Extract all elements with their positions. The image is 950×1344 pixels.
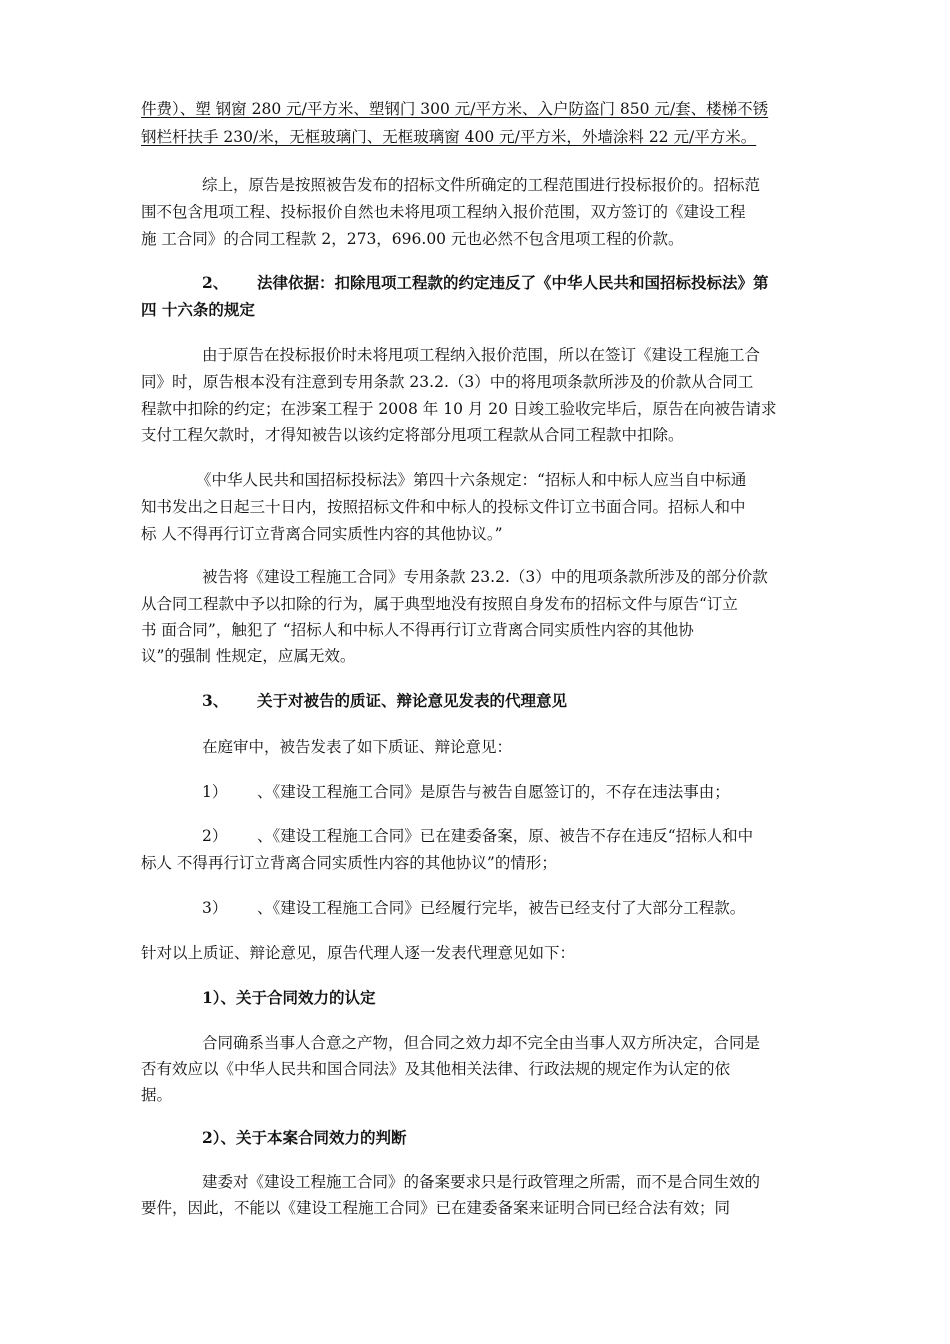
subsection-heading: 2）、关于本案合同效力的判断	[202, 1128, 407, 1147]
section-number: 2、	[202, 273, 229, 292]
paragraph-line: 综上，原告是按照被告发布的招标文件所确定的工程范围进行投标报价的。招标范	[202, 176, 761, 194]
list-item	[141, 825, 892, 847]
list-item-text: 、《建设工程施工合同》是原告与被告自愿签订的，不存在违法事由；	[257, 783, 730, 801]
paragraph-line: 议”的强制 性规定，应属无效。	[141, 647, 356, 665]
list-item-number: 2）	[202, 827, 228, 845]
list-item-number: 3）	[202, 899, 228, 917]
paragraph-line: 合同确系当事人合意之产物，但合同之效力却不完全由当事人双方所决定，合同是	[202, 1034, 761, 1052]
paragraph-line: 书 面合同”，触犯了 “招标人和中标人不得再行订立背离合同实质性内容的其他协	[141, 621, 694, 639]
section-heading	[141, 690, 892, 712]
paragraph-line: 同》时，原告根本没有注意到专用条款 23.2.（3）中的将甩项条款所涉及的价款从合同工	[141, 373, 754, 391]
paragraph-line: 针对以上质证、辩论意见，原告代理人逐一发表代理意见如下：	[141, 944, 576, 962]
paragraph-line: 要件，因此，不能以《建设工程施工合同》已在建委备案来证明合同已经合法有效；同	[141, 1199, 731, 1217]
section-heading-continued: 四 十六条的规定	[141, 300, 255, 319]
list-item	[141, 897, 892, 919]
section-heading-text: 关于对被告的质证、辩论意见发表的代理意见	[257, 691, 568, 710]
section-number: 3、	[202, 691, 229, 710]
paragraph-line: 从合同工程款中予以扣除的行为，属于典型地没有按照自身发布的招标文件与原告“订立	[141, 595, 738, 613]
paragraph-line: 被告将《建设工程施工合同》专用条款 23.2.（3）中的甩项条款所涉及的部分价款	[202, 568, 768, 586]
paragraph-line: 《中华人民共和国招标投标法》第四十六条规定：“招标人和中标人应当自中标通	[196, 471, 747, 489]
section-heading-text: 法律依据：扣除甩项工程款的约定违反了《中华人民共和国招标投标法》第	[257, 273, 769, 292]
paragraph-line: 据。	[141, 1086, 173, 1104]
subsection-heading: 1）、关于合同效力的认定	[202, 988, 376, 1007]
paragraph-line: 否有效应以《中华人民共和国合同法》及其他相关法律、行政法规的规定作为认定的依	[141, 1060, 731, 1078]
section-heading	[141, 272, 892, 294]
paragraph-line: 钢栏杆扶手 230/米，无框玻璃门、无框玻璃窗 400 元/平方米，外墙涂料 22 元/平方米。	[141, 128, 757, 146]
paragraph-line: 程款中扣除的约定；在涉案工程于 2008 年 10 月 20 日竣工验收完毕后，原告在向被告请求	[141, 400, 777, 418]
list-item-number: 1）	[202, 783, 228, 801]
list-item-text: 、《建设工程施工合同》已在建委备案，原、被告不存在违反“招标人和中	[257, 827, 754, 845]
paragraph-line: 在庭审中，被告发表了如下质证、辩论意见：	[202, 738, 513, 756]
paragraph-line: 建委对《建设工程施工合同》的备案要求只是行政管理之所需，而不是合同生效的	[202, 1173, 761, 1191]
paragraph-line: 标 人不得再行订立背离合同实质性内容的其他协议。”	[141, 525, 503, 543]
paragraph-line: 支付工程欠款时，才得知被告以该约定将部分甩项工程款从合同工程款中扣除。	[141, 426, 684, 444]
paragraph-line: 知书发出之日起三十日内，按照招标文件和中标人的投标文件订立书面合同。招标人和中	[141, 498, 746, 516]
list-item-continued: 标人 不得再行订立背离合同实质性内容的其他协议”的情形；	[141, 854, 557, 872]
paragraph-line: 施 工合同》的合同工程款 2，273，696.00 元也必然不包含甩项工程的价款。	[141, 230, 684, 248]
list-item	[141, 781, 892, 803]
list-item-text: 、《建设工程施工合同》已经履行完毕，被告已经支付了大部分工程款。	[257, 899, 746, 917]
paragraph-line: 件费）、塑 钢窗 280 元/平方米、塑钢门 300 元/平方米、入户防盗门 850 元/套、楼梯不锈	[141, 100, 769, 118]
paragraph-line: 由于原告在投标报价时未将甩项工程纳入报价范围，所以在签订《建设工程施工合	[202, 346, 761, 364]
paragraph-line: 围不包含甩项工程、投标报价自然也未将甩项工程纳入报价范围，双方签订的《建设工程	[141, 203, 746, 221]
